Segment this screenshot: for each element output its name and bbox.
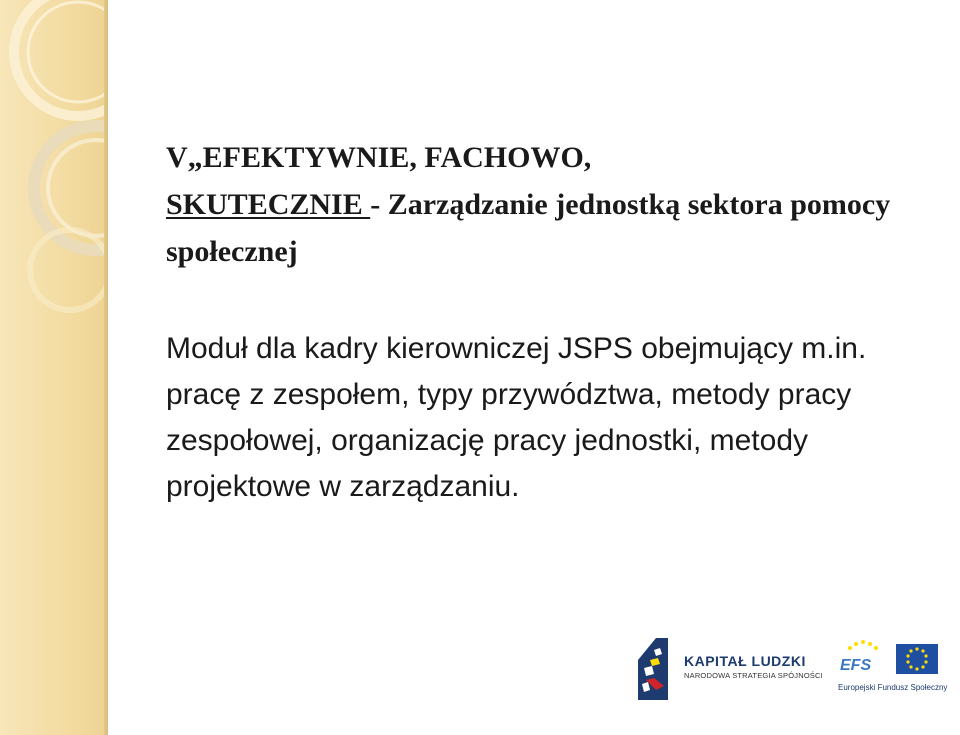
module-description: Moduł dla kadry kierowniczej JSPS obejmujący m.in. pracę z zespołem, typy przywództwa, metody pracy zespołowej, organizację pracy jednostki, metody projektowe w zarządzaniu. [166,332,867,503]
title-subtitle: - Zarządzanie jednostką sektora pomocy społecznej [166,188,891,268]
efs-caption: Europejski Fundusz Społeczny [838,683,948,692]
title-underlined-word: SKUTECZNIE [166,188,371,221]
sidebar-edge [104,0,108,735]
funding-logos-bar [624,620,960,715]
kapital-ludzki-subtitle: NARODOWA STRATEGIA SPÓJNOŚCI [684,671,823,680]
kapital-ludzki-name: KAPITAŁ LUDZKI [684,653,806,669]
sidebar-circles-decoration [0,0,108,735]
title-line-1: V„EFEKTYWNIE, FACHOWO, [166,141,592,174]
slide-title [166,134,906,275]
efs-mark: EFS [840,657,872,674]
efs-stars-icon [848,640,878,650]
decorative-sidebar [0,0,108,735]
title-line-2 [166,181,906,275]
eu-flag-icon [896,644,938,674]
